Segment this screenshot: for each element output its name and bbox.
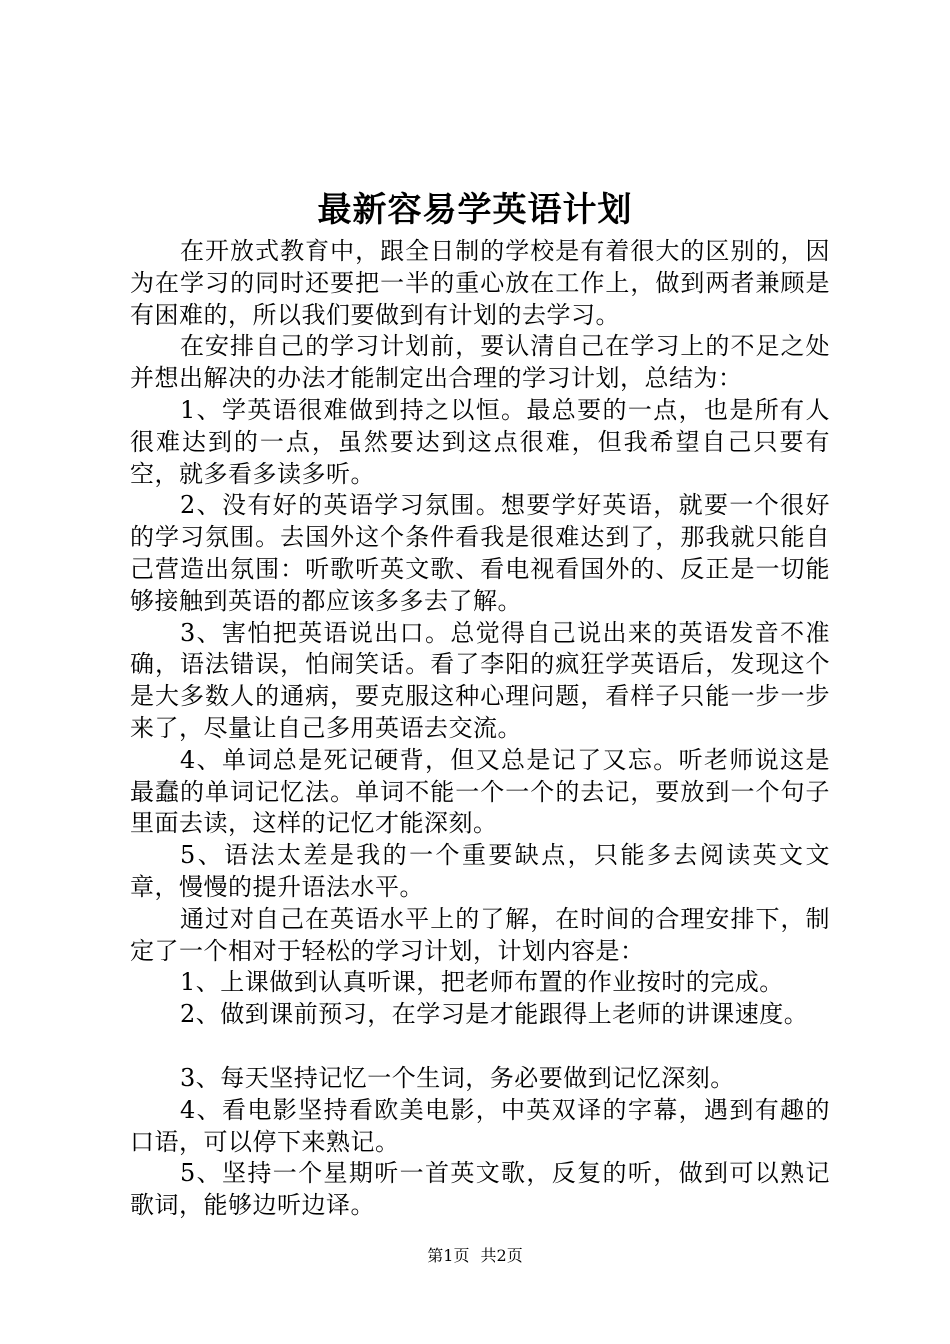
plan-item-2: 2、做到课前预习，在学习是才能跟得上老师的讲课速度。 xyxy=(180,1000,809,1029)
problem-item-5: 5、语法太差是我的一个重要缺点，只能多去阅读英文文章，慢慢的提升语法水平。 xyxy=(130,841,830,901)
plan-item-1: 1、上课做到认真听课，把老师布置的作业按时的完成。 xyxy=(180,968,784,997)
page-number: 第1页 xyxy=(427,1246,470,1265)
page-total: 共2页 xyxy=(480,1246,523,1265)
problem-item-3: 3、害怕把英语说出口。总觉得自己说出来的英语发音不准确，语法错误，怕闹笑话。看了李阳的疯狂学英语后，发现这个是大多数人的通病，要克服这种心理问题，看样子只能一步一步来了，尽量让自己多用英语去交流。 xyxy=(130,618,830,742)
plan-item-4: 4、看电影坚持看欧美电影，中英双译的字幕，遇到有趣的口语，可以停下来熟记。 xyxy=(130,1095,830,1156)
paragraph-summary-lead: 在安排自己的学习计划前，要认清自己在学习上的不足之处并想出解决的办法才能制定出合理的学习计划，总结为： xyxy=(130,332,830,393)
problem-item-2: 2、没有好的英语学习氛围。想要学好英语，就要一个很好的学习氛围。去国外这个条件看我是很难达到了，那我就只能自己营造出氛围：听歌听英文歌、看电视看国外的、反正是一切能够接触到英语的都应该多多去了解。 xyxy=(130,491,830,615)
problem-item-4: 4、单词总是死记硬背，但又总是记了又忘。听老师说这是最蠢的单词记忆法。单词不能一个一个的去记，要放到一个句子里面去读，这样的记忆才能深刻。 xyxy=(130,745,830,838)
problem-item-1: 1、学英语很难做到持之以恒。最总要的一点，也是所有人很难达到的一点，虽然要达到这点很难，但我希望自己只要有空，就多看多读多听。 xyxy=(130,395,830,488)
paragraph-plan-lead: 通过对自己在英语水平上的了解，在时间的合理安排下，制定了一个相对于轻松的学习计划，计划内容是： xyxy=(130,904,830,965)
plan-item-3: 3、每天坚持记忆一个生词，务必要做到记忆深刻。 xyxy=(180,1063,735,1092)
page-footer xyxy=(0,1245,950,1267)
plan-item-5: 5、坚持一个星期听一首英文歌，反复的听，做到可以熟记歌词，能够边听边译。 xyxy=(130,1159,830,1220)
document-title: 最新容易学英语计划 xyxy=(317,190,633,230)
document-body xyxy=(130,236,830,1222)
paragraph-intro: 在开放式教育中，跟全日制的学校是有着很大的区别的，因为在学习的同时还要把一半的重心放在工作上，做到两者兼顾是有困难的，所以我们要做到有计划的去学习。 xyxy=(130,237,830,329)
